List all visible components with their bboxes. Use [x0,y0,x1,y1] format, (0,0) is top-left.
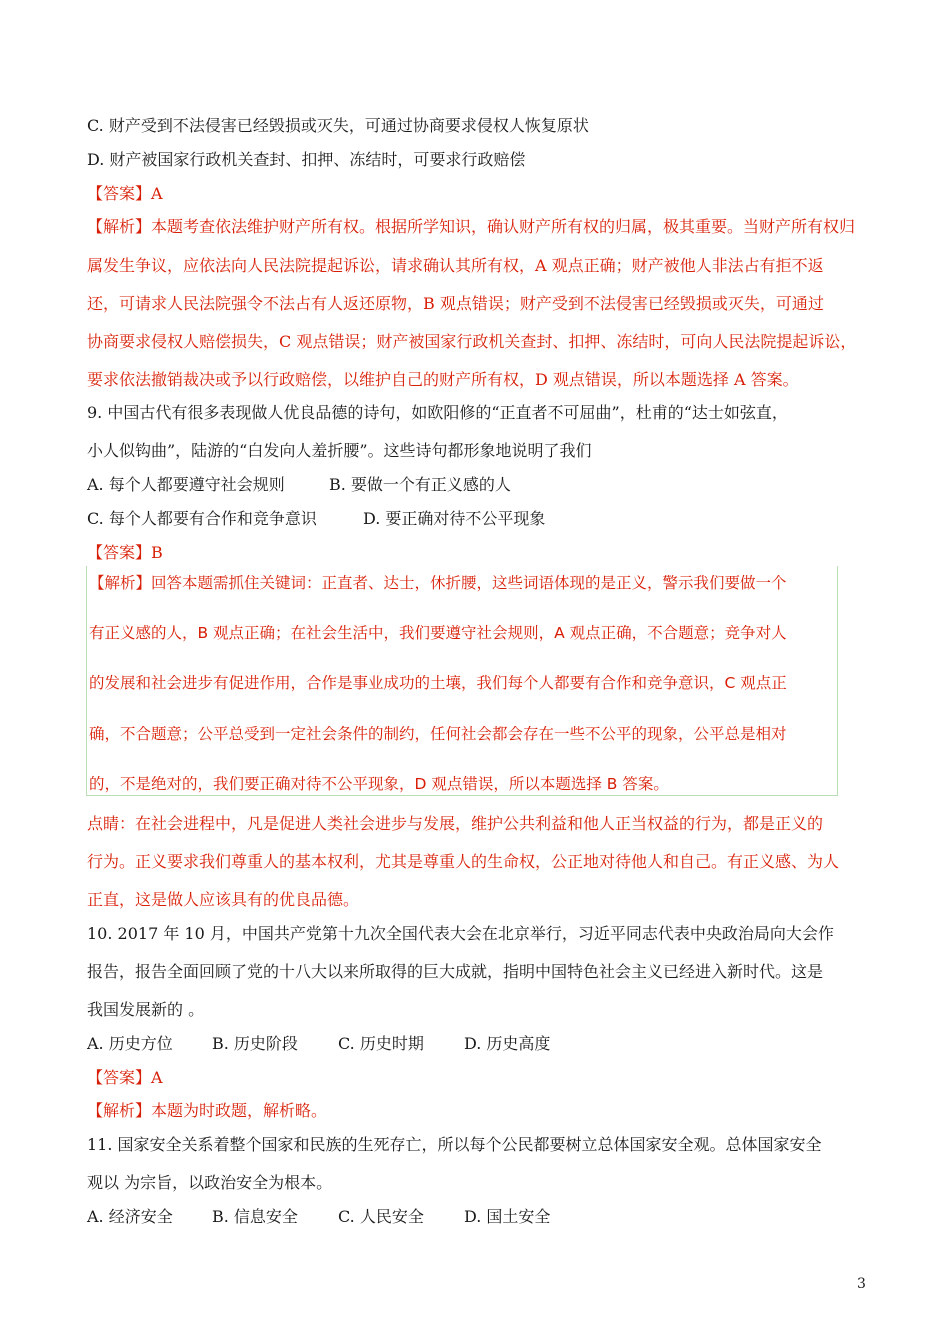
explanation-label: 【解析】 [87,217,152,236]
q8-explanation-line-1 [87,216,855,238]
q9-explanation-box [86,566,838,796]
q11-stem-line-2: 观以 为宗旨，以政治安全为根本。 [87,1173,333,1192]
q9-explanation-line-5: 的，不是绝对的，我们要正确对待不公平现象，D 观点错误，所以本题选择 B 答案。 [89,775,669,793]
q11-option-d: D. 国土安全 [464,1207,551,1226]
q11-option-a: A. 经济安全 [87,1207,173,1226]
q9-option-d: D. 要正确对待不公平现象 [363,509,546,528]
q9-tip-line-1: 点睛：在社会进程中，凡是促进人类社会进步与发展，维护公共利益和他人正当权益的行为，都是正义的 [87,814,824,833]
q9-explanation-line-4: 确，不合题意；公平总受到一定社会条件的制约，任何社会都会存在一些不公平的现象，公平总是相对 [89,725,787,743]
q10-option-b: B. 历史阶段 [212,1034,298,1053]
q9-explanation-line-1: 【解析】回答本题需抓住关键词：正直者、达士，休折腰，这些词语体现的是正义，警示我们要做一个 [89,574,787,592]
q9-tip-line-3: 正直，这是做人应该具有的优良品德。 [87,890,360,909]
q9-explanation-line-2: 有正义感的人，B 观点正确；在社会生活中，我们要遵守社会规则，A 观点正确，不合题意；竞争对人 [89,624,787,642]
q10-option-a: A. 历史方位 [87,1034,173,1053]
answer-value: A [151,1068,163,1087]
q9-options-cd [87,508,545,530]
answer-label: 【答案】 [87,543,152,562]
explanation-label: 【解析】 [87,1101,152,1120]
answer-label: 【答案】 [87,1068,152,1087]
answer-value: A [151,184,163,203]
q11-option-b: B. 信息安全 [212,1207,298,1226]
q10-stem-line-1: 10. 2017 年 10 月，中国共产党第十九次全国代表大会在北京举行，习近平同志代表中央政治局向大会作 [87,924,834,943]
q9-stem-line-2: 小人似钩曲”，陆游的“白发向人羞折腰”。这些诗句都形象地说明了我们 [87,441,592,460]
q10-stem-line-2: 报告，报告全面回顾了党的十八大以来所取得的巨大成就，指明中国特色社会主义已经进入新时代。这是 [87,962,824,981]
explanation-text: 本题考查依法维护财产所有权。根据所学知识，确认财产所有权的归属，极其重要。当财产所有权归 [151,217,856,236]
q10-options [87,1033,550,1055]
q9-option-c: C. 每个人都要有合作和竞争意识 [87,509,317,528]
q9-answer [87,542,163,564]
q8-answer [87,183,163,205]
explanation-text: 本题为时政题，解析略。 [151,1101,328,1120]
q8-explanation-line-4: 协商要求侵权人赔偿损失，C 观点错误；财产被国家行政机关查封、扣押、冻结时，可向人民法院提起诉讼， [87,332,857,351]
q9-options-ab [87,474,511,496]
page-number: 3 [857,1276,866,1292]
q10-option-c: C. 历史时期 [338,1034,424,1053]
answer-value: B [151,543,163,562]
q11-option-c: C. 人民安全 [338,1207,424,1226]
q10-stem-line-3: 我国发展新的 。 [87,1000,205,1019]
q8-explanation-line-3: 还，可请求人民法院强令不法占有人返还原物，B 观点错误；财产受到不法侵害已经毁损或灭失，可通过 [87,294,824,313]
q9-explanation-line-3: 的发展和社会进步有促进作用，合作是事业成功的土壤，我们每个人都要有合作和竞争意识，C 观点正 [89,674,787,692]
q10-answer [87,1067,163,1089]
q9-stem-line-1: 9. 中国古代有很多表现做人优良品德的诗句，如欧阳修的“正直者不可屈曲”，杜甫的“达士如弦直， [87,403,788,422]
q8-explanation-line-2: 属发生争议，应依法向人民法院提起诉讼，请求确认其所有权，A 观点正确；财产被他人非法占有拒不返 [87,256,824,275]
q10-explanation [87,1100,327,1122]
q9-option-a: A. 每个人都要遵守社会规则 [87,475,285,494]
q10-option-d: D. 历史高度 [464,1034,551,1053]
q9-tip-line-2: 行为。正义要求我们尊重人的基本权利，尤其是尊重人的生命权，公正地对待他人和自己。有正义感、为人 [87,852,840,871]
q8-explanation-line-5: 要求依法撤销裁决或予以行政赔偿，以维护自己的财产所有权，D 观点错误，所以本题选择 A 答案。 [87,370,799,389]
q11-stem-line-1: 11. 国家安全关系着整个国家和民族的生死存亡，所以每个公民都要树立总体国家安全观。总体国家安全 [87,1135,822,1154]
q8-option-c: C. 财产受到不法侵害已经毁损或灭失，可通过协商要求侵权人恢复原状 [87,116,589,135]
q11-options [87,1206,550,1228]
answer-label: 【答案】 [87,184,152,203]
q8-option-d: D. 财产被国家行政机关查封、扣押、冻结时，可要求行政赔偿 [87,150,526,169]
q9-option-b: B. 要做一个有正义感的人 [329,475,511,494]
